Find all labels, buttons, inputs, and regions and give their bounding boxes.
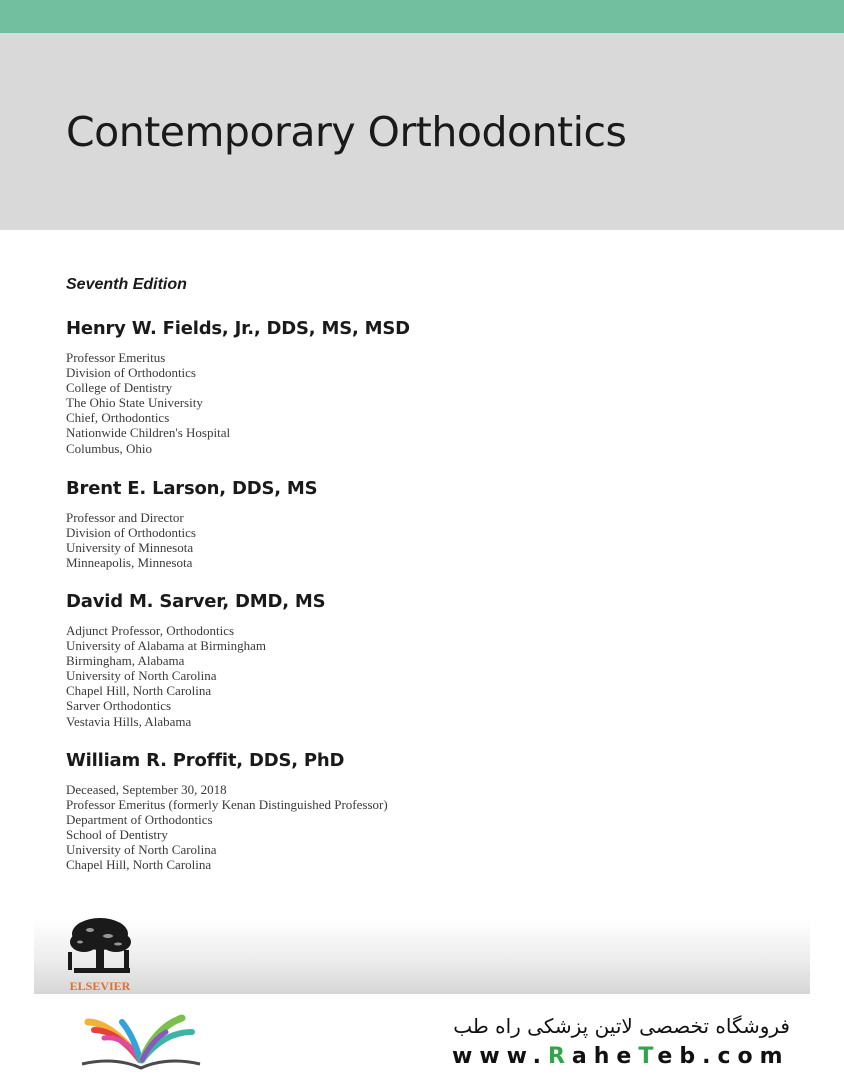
author-name: William R. Proffit, DDS, PhD bbox=[66, 750, 345, 771]
footer-gradient bbox=[34, 920, 810, 994]
affiliation-line: Birmingham, Alabama bbox=[66, 653, 185, 669]
book-title: Contemporary Orthodontics bbox=[66, 108, 627, 156]
affiliation-line: Chief, Orthodontics bbox=[66, 410, 170, 426]
affiliation-list bbox=[66, 623, 325, 729]
url-accent-t: T bbox=[638, 1044, 658, 1069]
url-accent-r: R bbox=[547, 1044, 572, 1069]
url-prefix: www. bbox=[452, 1044, 548, 1069]
affiliation-line: Professor and Director bbox=[66, 510, 184, 525]
author-block bbox=[66, 591, 325, 729]
affiliation-line: Professor Emeritus (formerly Kenan Distinguished Professor) bbox=[66, 797, 388, 813]
url-suffix: .com bbox=[702, 1044, 790, 1069]
author-name: Henry W. Fields, Jr., DDS, MS, MSD bbox=[66, 318, 410, 339]
url-part: eb bbox=[657, 1044, 703, 1069]
store-url[interactable] bbox=[452, 1044, 790, 1069]
affiliation-line: School of Dentistry bbox=[66, 827, 168, 843]
affiliation-line: Minneapolis, Minnesota bbox=[66, 555, 193, 571]
affiliation-list bbox=[66, 350, 410, 456]
store-name: فروشگاه تخصصی لاتین پزشکی راه طب bbox=[453, 1014, 790, 1038]
affiliation-line: University of Minnesota bbox=[66, 540, 194, 556]
affiliation-line: Chapel Hill, North Carolina bbox=[66, 683, 212, 699]
author-block bbox=[66, 318, 410, 456]
affiliation-line: Division of Orthodontics bbox=[66, 365, 196, 381]
affiliation-line: University of North Carolina bbox=[66, 842, 217, 858]
affiliation-line: Professor Emeritus bbox=[66, 350, 166, 365]
affiliation-line: College of Dentistry bbox=[66, 380, 173, 396]
affiliation-list bbox=[66, 510, 317, 570]
affiliation-line: Chapel Hill, North Carolina bbox=[66, 857, 212, 873]
author-name: Brent E. Larson, DDS, MS bbox=[66, 478, 318, 499]
affiliation-line: The Ohio State University bbox=[66, 395, 203, 411]
affiliation-line: University of Alabama at Birmingham bbox=[66, 638, 267, 654]
top-color-band bbox=[0, 0, 844, 33]
affiliation-line: Department of Orthodontics bbox=[66, 812, 213, 828]
affiliation-list bbox=[66, 782, 388, 873]
affiliation-line: Deceased, September 30, 2018 bbox=[66, 782, 227, 797]
author-block bbox=[66, 478, 317, 570]
affiliation-line: Adjunct Professor, Orthodontics bbox=[66, 623, 235, 638]
url-part: ahe bbox=[571, 1044, 639, 1069]
affiliation-line: University of North Carolina bbox=[66, 668, 217, 684]
affiliation-line: Sarver Orthodontics bbox=[66, 698, 172, 714]
affiliation-line: Vestavia Hills, Alabama bbox=[66, 713, 192, 729]
affiliation-line: Nationwide Children's Hospital bbox=[66, 425, 231, 441]
publisher-wordmark: ELSEVIER bbox=[69, 979, 131, 993]
affiliation-line: Division of Orthodontics bbox=[66, 525, 196, 541]
author-block bbox=[66, 750, 388, 873]
elsevier-tree-icon bbox=[66, 916, 134, 978]
affiliation-line: Columbus, Ohio bbox=[66, 440, 152, 456]
open-book-icon bbox=[78, 1008, 204, 1074]
edition-label: Seventh Edition bbox=[66, 276, 187, 293]
author-name: David M. Sarver, DMD, MS bbox=[66, 591, 326, 612]
